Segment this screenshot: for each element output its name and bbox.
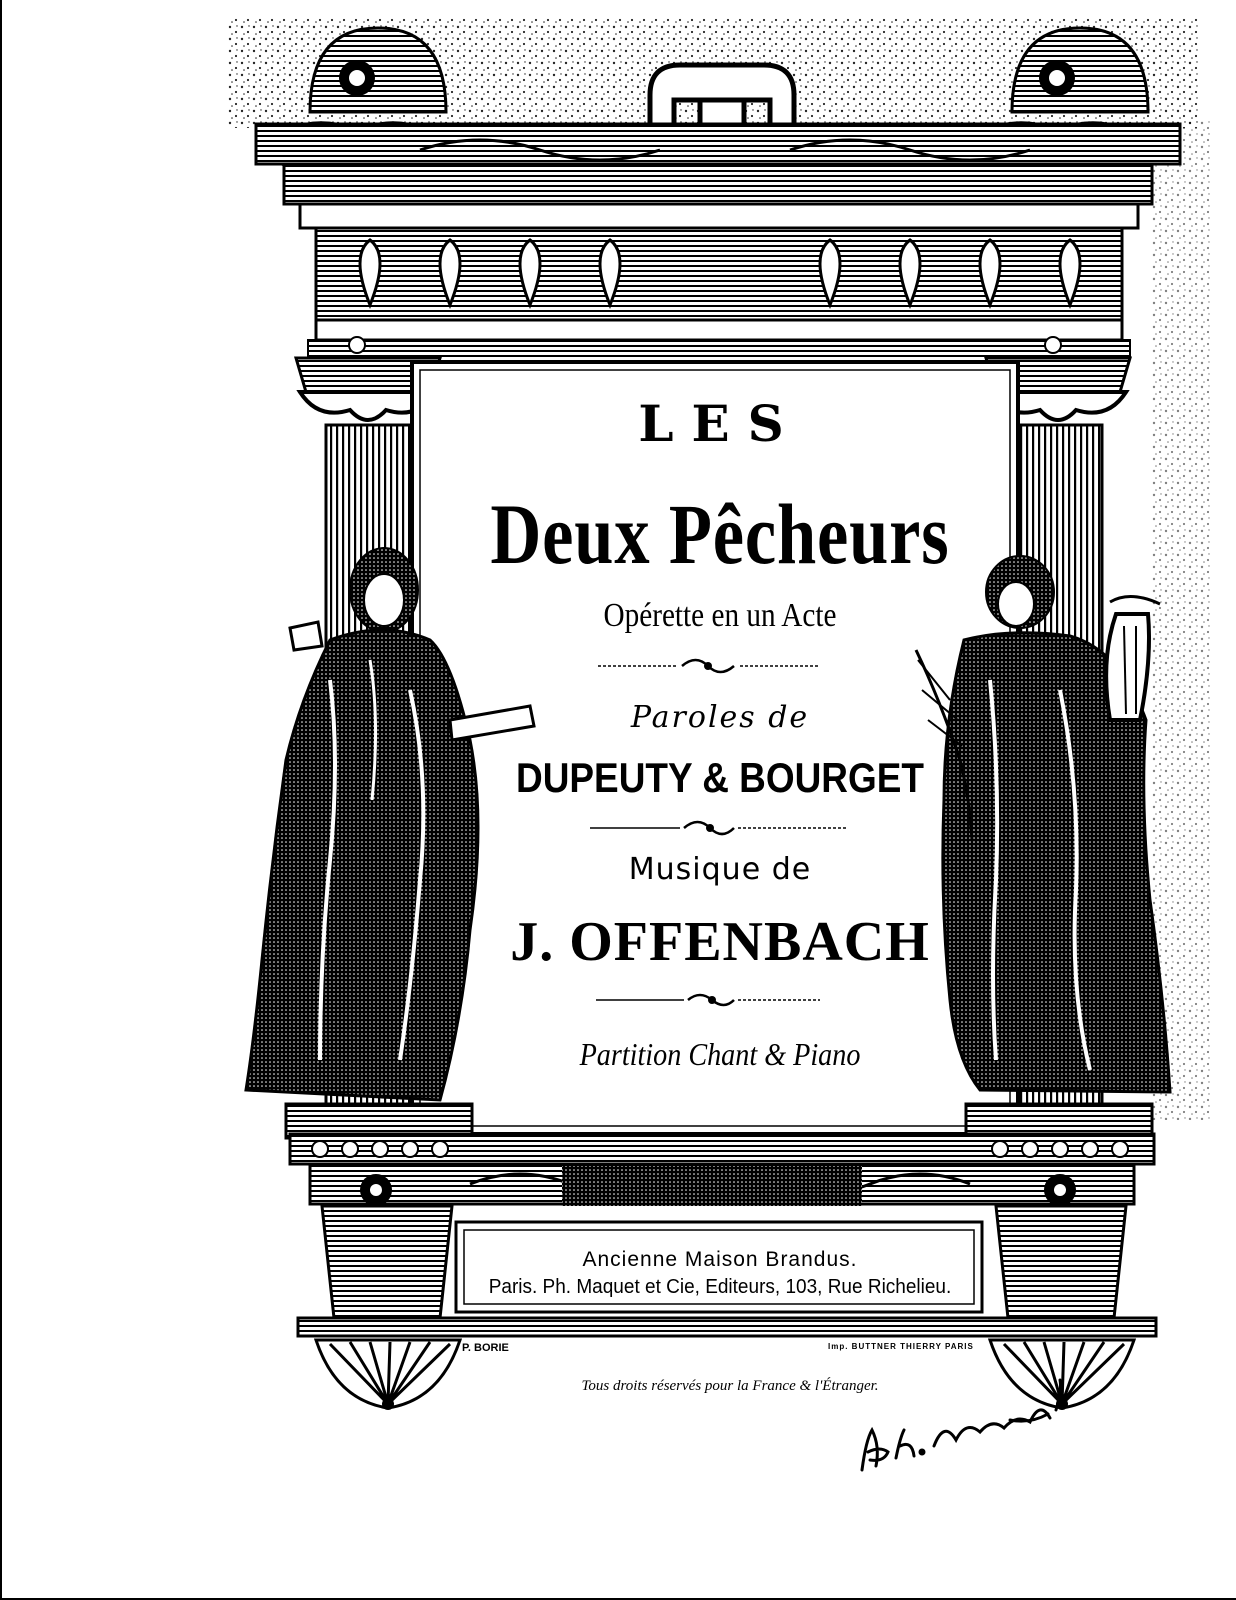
composer-name: J. OFFENBACH xyxy=(510,911,930,973)
palmette-frieze xyxy=(308,228,1130,356)
engraver-credit: P. BORIE xyxy=(462,1342,509,1354)
printer-credit: Imp. BUTTNER THIERRY PARIS xyxy=(828,1342,974,1351)
title-article: LES xyxy=(638,394,802,453)
librettists-names: DUPEUTY & BOURGET xyxy=(516,754,924,801)
right-fan-corbel xyxy=(990,1340,1134,1410)
lyrics-by-label: Paroles de xyxy=(630,700,810,735)
page-title: Deux Pêcheurs xyxy=(490,486,950,582)
publisher-house: Ancienne Maison Brandus. xyxy=(582,1248,858,1271)
left-fan-corbel xyxy=(316,1340,460,1410)
subtitle: Opérette en un Acte xyxy=(603,597,837,634)
edition-label: Partition Chant & Piano xyxy=(579,1036,861,1072)
music-by-label: Musique de xyxy=(628,852,812,887)
title-panel xyxy=(412,362,1018,1134)
rights-notice: Tous droits réservés pour la France & l'Étranger. xyxy=(581,1378,879,1394)
publisher-address: Paris. Ph. Maquet et Cie, Editeurs, 103, Rue Richelieu. xyxy=(488,1276,952,1298)
